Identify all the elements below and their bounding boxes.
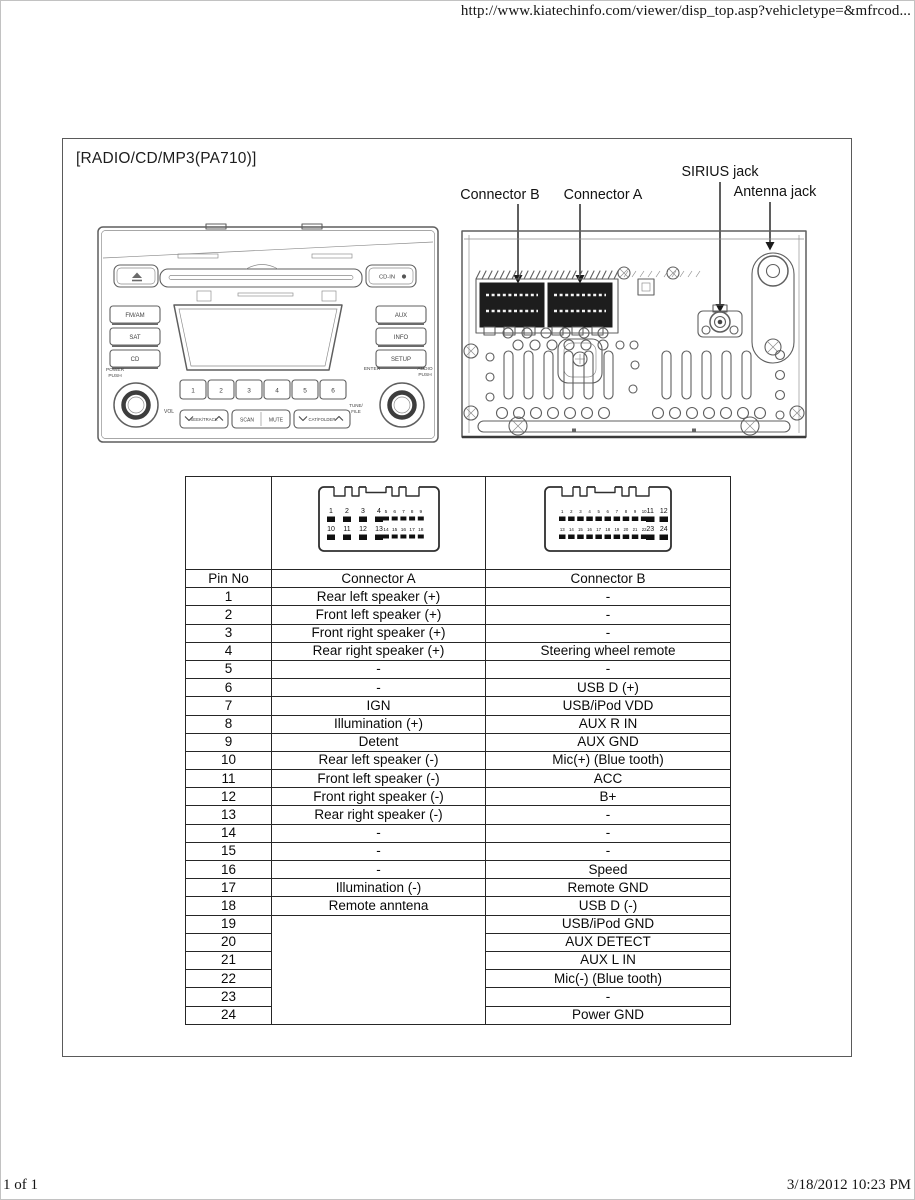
eject-icon — [132, 273, 142, 281]
pin-square — [327, 517, 335, 523]
pin-number-label: 7 — [401, 510, 405, 516]
power-volume-knob — [106, 367, 174, 427]
pin-number-cell: 1 — [186, 588, 272, 606]
table-row — [186, 861, 731, 879]
hatch-texture — [624, 271, 700, 277]
connector-b-cell: AUX DETECT — [486, 933, 731, 951]
setup-button-label: SETUP — [390, 357, 412, 363]
pin-number-label: 1 — [561, 509, 564, 515]
connector-a-pin-diagram — [316, 483, 442, 559]
connector-b-cell: AUX L IN — [486, 951, 731, 969]
connector-b-cell: Mic(+) (Blue tooth) — [486, 751, 731, 769]
pin-square — [632, 517, 639, 522]
pin-number-label: 23 — [646, 526, 655, 534]
cd-in-label: CD-IN — [378, 274, 396, 281]
pin-number-label: 17 — [596, 527, 602, 533]
antenna-jack-arrow — [766, 202, 775, 251]
pin-number-label: 2 — [344, 508, 349, 516]
vol-label: VOL — [164, 409, 175, 415]
connector-b-cell: - — [486, 824, 731, 842]
pin-square — [646, 517, 655, 523]
pin-square — [646, 535, 655, 541]
pin-number-cell: 16 — [186, 861, 272, 879]
connector-a-cell: Illumination (-) — [272, 879, 486, 897]
pin-number-cell: 14 — [186, 824, 272, 842]
pin-number-cell: 19 — [186, 915, 272, 933]
connector-b-cell: - — [486, 988, 731, 1006]
seek-track-button — [180, 410, 228, 428]
pin-number-cell: 13 — [186, 806, 272, 824]
connector-b-cell: - — [486, 588, 731, 606]
pin-square — [383, 535, 389, 539]
pin-number-cell: 23 — [186, 988, 272, 1006]
connector-b-cell: USB/iPod GND — [486, 915, 731, 933]
wiring-diagram — [63, 149, 851, 461]
eject-button — [114, 265, 158, 287]
pin-number-label: 18 — [417, 528, 423, 534]
connector-b-cell: AUX R IN — [486, 715, 731, 733]
pin-number-label: 19 — [614, 527, 620, 533]
pin-number-label: 18 — [605, 527, 611, 533]
pin-square — [409, 517, 415, 521]
connector-a-diagram-cell — [272, 477, 486, 570]
pin-square — [605, 535, 612, 540]
pin-square — [343, 535, 351, 541]
sat-button-label: SAT — [129, 335, 141, 341]
pin-number-cell: 4 — [186, 642, 272, 660]
connector-a-cell: Front right speaker (+) — [272, 624, 486, 642]
connector-b-cell: - — [486, 660, 731, 678]
preset-5-label: 5 — [303, 387, 307, 395]
pin-number-cell: 20 — [186, 933, 272, 951]
pin-square — [632, 535, 639, 540]
pin-number-label: 11 — [342, 526, 351, 534]
cd-slot — [160, 265, 362, 288]
connector-a-cell: Rear right speaker (-) — [272, 806, 486, 824]
pin-number-label: 14 — [382, 528, 389, 534]
bottom-holes — [497, 408, 766, 419]
connector-a-cell: Illumination (+) — [272, 715, 486, 733]
pin-number-label: 16 — [587, 527, 592, 533]
tune-audio-knob — [349, 366, 433, 427]
connector-diagram-row — [186, 477, 731, 570]
pin-square — [660, 535, 669, 541]
pin-square — [586, 535, 593, 540]
sirius-jack-label: SIRIUS jack — [681, 164, 759, 180]
table-row — [186, 733, 731, 751]
rear-view-drawing — [462, 231, 806, 437]
connector-b-label: Connector B — [460, 187, 540, 203]
pin-number-label: 13 — [374, 526, 383, 534]
pin-number-label: 8 — [410, 510, 413, 516]
pin-square — [577, 517, 584, 522]
pin-square — [400, 517, 406, 521]
pin-square — [359, 535, 367, 541]
table-row — [186, 624, 731, 642]
preset-6-label: 6 — [331, 387, 335, 395]
pin-square — [660, 517, 669, 523]
pin-number-label: 17 — [408, 528, 415, 534]
bottom-rail — [478, 417, 790, 435]
diagram-frame — [62, 138, 852, 1057]
pin-number-cell: 10 — [186, 751, 272, 769]
right-button-column — [376, 306, 426, 368]
pin-square — [595, 517, 602, 522]
hatch-texture — [476, 271, 618, 279]
scan-label: SCAN — [240, 417, 254, 424]
connector-b-cell: ACC — [486, 770, 731, 788]
pin-number-label: 8 — [624, 509, 628, 515]
pin-number-label: 12 — [358, 526, 367, 534]
pin-number-cell: 3 — [186, 624, 272, 642]
pin-square — [623, 517, 630, 522]
power-push-label: PUSH — [108, 374, 122, 379]
screw-icon — [618, 267, 630, 279]
pin-number-label: 10 — [326, 526, 335, 534]
table-row — [186, 715, 731, 733]
pin-number-label: 12 — [659, 508, 668, 516]
cd-in-indicator-icon — [402, 274, 406, 278]
left-button-column — [110, 306, 160, 368]
pin-square — [327, 535, 335, 541]
connector-b-cell: - — [486, 842, 731, 860]
display-screen — [174, 305, 342, 370]
connector-b-block — [480, 283, 544, 327]
mount-bracket — [558, 339, 602, 383]
seek-track-label: SEEK/TRACK — [190, 417, 218, 422]
pin-number-label: 21 — [632, 527, 638, 533]
pin-number-cell: 24 — [186, 1006, 272, 1024]
connector-b-diagram-cell — [486, 477, 731, 570]
aux-button-label: AUX — [394, 313, 408, 319]
connector-a-cell: Rear right speaker (+) — [272, 642, 486, 660]
pin-number-label: 2 — [570, 509, 573, 515]
pin-square — [409, 535, 415, 539]
page-number: 1 of 1 — [3, 1177, 38, 1193]
file-label: FILE — [351, 409, 361, 414]
connector-a-cell: Front left speaker (+) — [272, 606, 486, 624]
pin-square — [400, 535, 406, 539]
table-row — [186, 824, 731, 842]
pin-square — [375, 517, 383, 523]
pin-number-label: 1 — [328, 508, 333, 516]
antenna-jack-label: Antenna jack — [733, 184, 817, 200]
connector-a-cell: - — [272, 842, 486, 860]
pin-number-label: 16 — [400, 528, 406, 534]
pin-square — [375, 535, 383, 541]
table-row — [186, 588, 731, 606]
pin-square — [391, 517, 397, 521]
pin-number-label: 14 — [568, 527, 574, 533]
scan-mute-button — [232, 410, 290, 428]
enter-label: ENTER — [363, 367, 381, 372]
pin-square — [359, 517, 367, 523]
connector-b-cell: Speed — [486, 861, 731, 879]
table-row — [186, 842, 731, 860]
audio-push-label: PUSH — [418, 373, 432, 378]
preset-1-label: 1 — [191, 387, 195, 395]
pin-number-cell: 11 — [186, 770, 272, 788]
connector-a-arrow — [576, 204, 585, 284]
connector-a-merged-cell — [272, 915, 486, 1024]
connector-b-cell: AUX GND — [486, 733, 731, 751]
table-header-row — [186, 570, 731, 588]
pin-square — [577, 535, 584, 540]
pin-square — [383, 517, 389, 521]
pin-number-label: 9 — [418, 510, 422, 516]
mute-label: MUTE — [268, 417, 284, 424]
page-title: [RADIO/CD/MP3(PA710)] — [76, 150, 257, 167]
pin-number-cell: 18 — [186, 897, 272, 915]
print-timestamp: 3/18/2012 10:23 PM — [786, 1177, 911, 1193]
pin-number-label: 24 — [659, 526, 668, 534]
table-row — [186, 788, 731, 806]
pin-number-label: 4 — [376, 508, 381, 516]
table-row — [186, 697, 731, 715]
pin-number-label: 3 — [579, 509, 582, 515]
screw-icon — [667, 267, 679, 279]
pin-number-label: 7 — [615, 509, 619, 515]
pin-number-cell: 17 — [186, 879, 272, 897]
vent-slots — [504, 351, 751, 399]
pin-number-cell: 9 — [186, 733, 272, 751]
connector-b-cell: - — [486, 624, 731, 642]
connector-a-cell: Rear left speaker (-) — [272, 751, 486, 769]
cd-in-button — [366, 265, 416, 287]
connector-b-cell: B+ — [486, 788, 731, 806]
pin-number-cell: 12 — [186, 788, 272, 806]
connector-b-cell: Remote GND — [486, 879, 731, 897]
connector-b-header: Connector B — [486, 570, 731, 588]
pin-number-label: 5 — [384, 510, 387, 516]
pin-number-label: 6 — [606, 509, 609, 515]
info-button-label: INFO — [393, 335, 409, 341]
pin-square — [343, 517, 351, 523]
table-row — [186, 897, 731, 915]
pin-square — [586, 517, 593, 522]
pinout-table — [185, 476, 731, 1025]
pin-number-label: 6 — [392, 510, 396, 516]
pin-square — [568, 535, 575, 540]
pin-number-label: 15 — [578, 527, 583, 533]
connector-a-cell: IGN — [272, 697, 486, 715]
connector-a-label: Connector A — [563, 187, 643, 203]
table-row — [186, 806, 731, 824]
chevron-down-icon — [299, 417, 307, 421]
audio-label: AUDIO — [417, 367, 433, 372]
pin-number-cell: 5 — [186, 660, 272, 678]
connector-a-cell: Front left speaker (-) — [272, 770, 486, 788]
pin-number-label: 22 — [641, 527, 647, 533]
connector-b-cell: Steering wheel remote — [486, 642, 731, 660]
table-row — [186, 606, 731, 624]
connector-b-cell: Power GND — [486, 1006, 731, 1024]
connector-b-cell: USB D (+) — [486, 679, 731, 697]
pin-number-cell: 2 — [186, 606, 272, 624]
pin-square — [614, 535, 621, 540]
cat-folder-label: CAT/FOLDER — [308, 417, 336, 422]
pin-number-cell: 8 — [186, 715, 272, 733]
table-row — [186, 751, 731, 769]
pin-number-label: 13 — [559, 527, 565, 533]
connector-a-cell: Rear left speaker (+) — [272, 588, 486, 606]
vent-square — [638, 279, 654, 295]
connector-b-pin-diagram — [542, 483, 674, 559]
pin-square — [417, 535, 423, 539]
pin-number-label: 9 — [633, 509, 637, 515]
connector-b-cell: USB/iPod VDD — [486, 697, 731, 715]
connector-a-header: Connector A — [272, 570, 486, 588]
table-row — [186, 879, 731, 897]
pin-number-label: 4 — [588, 509, 591, 515]
connector-a-cell: Front right speaker (-) — [272, 788, 486, 806]
pin-number-cell: 7 — [186, 697, 272, 715]
cd-button-label: CD — [130, 357, 140, 363]
chevron-up-icon — [335, 417, 343, 421]
table-row — [186, 915, 731, 933]
pin-number-label: 3 — [360, 508, 365, 516]
connector-a-cell: - — [272, 824, 486, 842]
pin-number-label: 10 — [641, 509, 647, 515]
pin-square — [417, 517, 423, 521]
preset-4-label: 4 — [275, 387, 279, 395]
connector-a-cell: - — [272, 861, 486, 879]
connector-b-cell: - — [486, 806, 731, 824]
connector-a-cell: - — [272, 660, 486, 678]
preset-3-label: 3 — [247, 387, 251, 395]
cat-folder-button — [294, 410, 350, 428]
pin-square — [568, 517, 575, 522]
pin-square — [605, 517, 612, 522]
empty-cell — [186, 477, 272, 570]
table-row — [186, 642, 731, 660]
pin-square — [623, 535, 630, 540]
table-row — [186, 660, 731, 678]
pin-number-cell: 15 — [186, 842, 272, 860]
tune-label: TUNE/ — [349, 403, 363, 408]
connector-a-cell: - — [272, 679, 486, 697]
connector-a-cell: Remote anntena — [272, 897, 486, 915]
connector-a-block — [548, 283, 612, 327]
pin-square — [559, 517, 566, 522]
pin-square — [595, 535, 602, 540]
pin-number-label: 11 — [646, 508, 654, 516]
pin-square — [614, 517, 621, 522]
pin-no-header: Pin No — [186, 570, 272, 588]
table-row — [186, 679, 731, 697]
connector-b-cell: Mic(-) (Blue tooth) — [486, 970, 731, 988]
connector-b-cell: USB D (-) — [486, 897, 731, 915]
preset-2-label: 2 — [219, 387, 223, 395]
pin-number-cell: 6 — [186, 679, 272, 697]
page-header-url: http://www.kiatechinfo.com/viewer/disp_top.asp?vehicletype=&mfrcod... — [460, 3, 911, 19]
antenna-jack-drawing — [752, 253, 794, 363]
connector-b-cell: - — [486, 606, 731, 624]
sirius-jack-arrow — [716, 182, 725, 313]
connector-a-cell: Detent — [272, 733, 486, 751]
table-row — [186, 770, 731, 788]
pin-number-label: 20 — [623, 527, 629, 533]
power-label: POWER — [105, 368, 125, 373]
preset-buttons — [180, 380, 346, 399]
pin-square — [391, 535, 397, 539]
pin-number-label: 5 — [597, 509, 600, 515]
pin-number-cell: 21 — [186, 951, 272, 969]
radio-front-drawing — [98, 224, 438, 442]
fm-am-button-label: FM/AM — [125, 313, 145, 319]
pin-number-cell: 22 — [186, 970, 272, 988]
pin-number-label: 15 — [391, 528, 397, 534]
pin-square — [559, 535, 566, 540]
